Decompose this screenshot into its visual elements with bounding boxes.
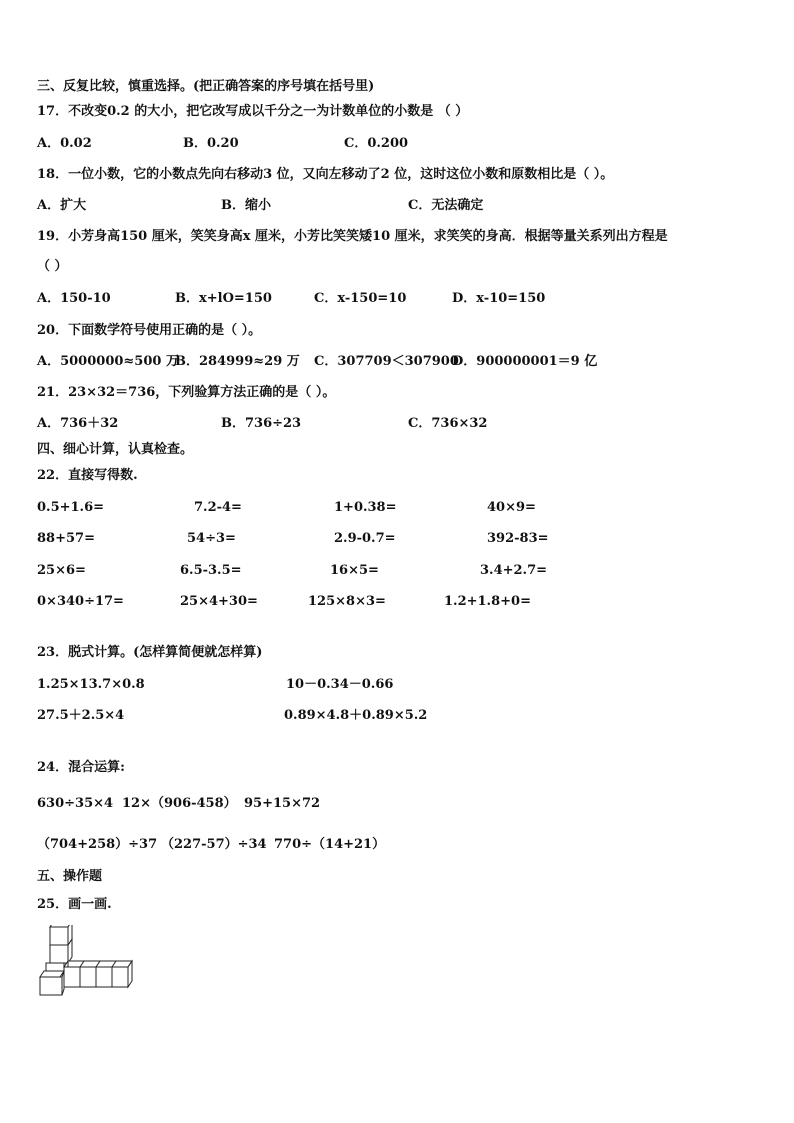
q22-item: 0.5+1.6=: [37, 500, 105, 515]
question-19-stem: 19．小芳身高150 厘米，笑笑身高x 厘米，小芳比笑笑矮10 厘米，求笑笑的身高．根据等量关系列出方程是: [37, 229, 668, 244]
q22-item: 54÷3=: [187, 531, 236, 546]
cube-front-face: [96, 967, 112, 987]
section-3-heading: 三、反复比较，慎重选择。(把正确答案的序号填在括号里): [37, 79, 375, 94]
question-21-stem: 21．23×32＝736，下列验算方法正确的是（ ）。: [37, 385, 336, 400]
q23-item: 1.25×13.7×0.8: [37, 677, 145, 692]
cube-figure: [38, 925, 134, 997]
cube-front-face: [112, 967, 128, 987]
cube-front-face: [50, 945, 68, 963]
cube-front-face: [64, 967, 80, 987]
q22-item: 88+57=: [37, 531, 95, 546]
question-17-stem: 17．不改变0.2 的大小，把它改写成以千分之一为计数单位的小数是 （ ）: [37, 104, 469, 119]
q21-option-a[interactable]: A．736＋32: [37, 416, 119, 431]
q19-option-a[interactable]: A．150-10: [37, 291, 111, 306]
q24-item: （704+258）÷37: [37, 837, 158, 852]
q22-item: 1.2+1.8+0=: [444, 594, 531, 609]
q24-item: 95+15×72: [244, 796, 321, 811]
question-24-stem: 24．混合运算:: [37, 760, 125, 775]
q22-item: 6.5-3.5=: [180, 563, 242, 578]
question-18-stem: 18．一位小数，它的小数点先向右移动3 位，又向左移动了2 位，这时这位小数和原数相比是（ ）。: [37, 167, 614, 182]
q20-option-d[interactable]: D．900000001＝9 亿: [452, 354, 598, 369]
q22-item: 25×6=: [37, 563, 86, 578]
q19-option-b[interactable]: B．x+lO=150: [175, 291, 272, 306]
cube-front-face: [40, 977, 62, 995]
q22-item: 1+0.38=: [334, 500, 397, 515]
q20-option-b[interactable]: B．284999≈29 万: [175, 354, 300, 369]
q21-option-b[interactable]: B．736÷23: [221, 416, 302, 431]
cube-top-face: [40, 971, 64, 977]
q22-item: 16×5=: [330, 563, 379, 578]
q17-option-c[interactable]: C．0.200: [344, 136, 409, 151]
q22-item: 125×8×3=: [308, 594, 386, 609]
q21-option-c[interactable]: C．736×32: [408, 416, 488, 431]
q19-option-c[interactable]: C．x-150=10: [314, 291, 407, 306]
q17-option-b[interactable]: B．0.20: [183, 136, 239, 151]
cube-side-face: [62, 971, 64, 995]
q22-item: 2.9-0.7=: [334, 531, 396, 546]
q22-item: 392-83=: [487, 531, 549, 546]
q20-option-c[interactable]: C．307709＜307900: [314, 354, 459, 369]
q22-item: 7.2-4=: [194, 500, 242, 515]
section-5-heading: 五、操作题: [37, 869, 103, 884]
q20-option-a[interactable]: A．5000000≈500 万: [37, 354, 179, 369]
question-23-stem: 23．脱式计算。(怎样算简便就怎样算): [37, 645, 263, 660]
question-19-answer-bracket: （ ）: [37, 259, 68, 274]
q18-option-c[interactable]: C．无法确定: [408, 198, 484, 213]
section-4-heading: 四、细心计算，认真检查。: [37, 442, 194, 457]
q24-item: 770÷（14+21）: [274, 837, 386, 852]
q22-item: 25×4+30=: [180, 594, 258, 609]
cube-front-face: [80, 967, 96, 987]
question-22-stem: 22．直接写得数.: [37, 468, 138, 483]
q24-item: 630÷35×4: [37, 796, 114, 811]
q24-item: 12×（906-458）: [122, 796, 237, 811]
q22-item: 0×340÷17=: [37, 594, 124, 609]
q17-option-a[interactable]: A．0.02: [37, 136, 92, 151]
question-25-stem: 25．画一画.: [37, 897, 112, 912]
q23-item: 10－0.34－0.66: [286, 677, 394, 692]
question-20-stem: 20．下面数学符号使用正确的是（ ）。: [37, 323, 262, 338]
q18-option-a[interactable]: A．扩大: [37, 198, 87, 213]
q22-item: 40×9=: [487, 500, 536, 515]
q23-item: 0.89×4.8＋0.89×5.2: [284, 708, 428, 723]
q23-item: 27.5＋2.5×4: [37, 708, 125, 723]
q18-option-b[interactable]: B．缩小: [221, 198, 271, 213]
q22-item: 3.4+2.7=: [480, 563, 548, 578]
q24-item: （227-57）÷34: [161, 837, 267, 852]
cube-front-face: [50, 927, 68, 945]
q19-option-d[interactable]: D．x-10=150: [452, 291, 546, 306]
